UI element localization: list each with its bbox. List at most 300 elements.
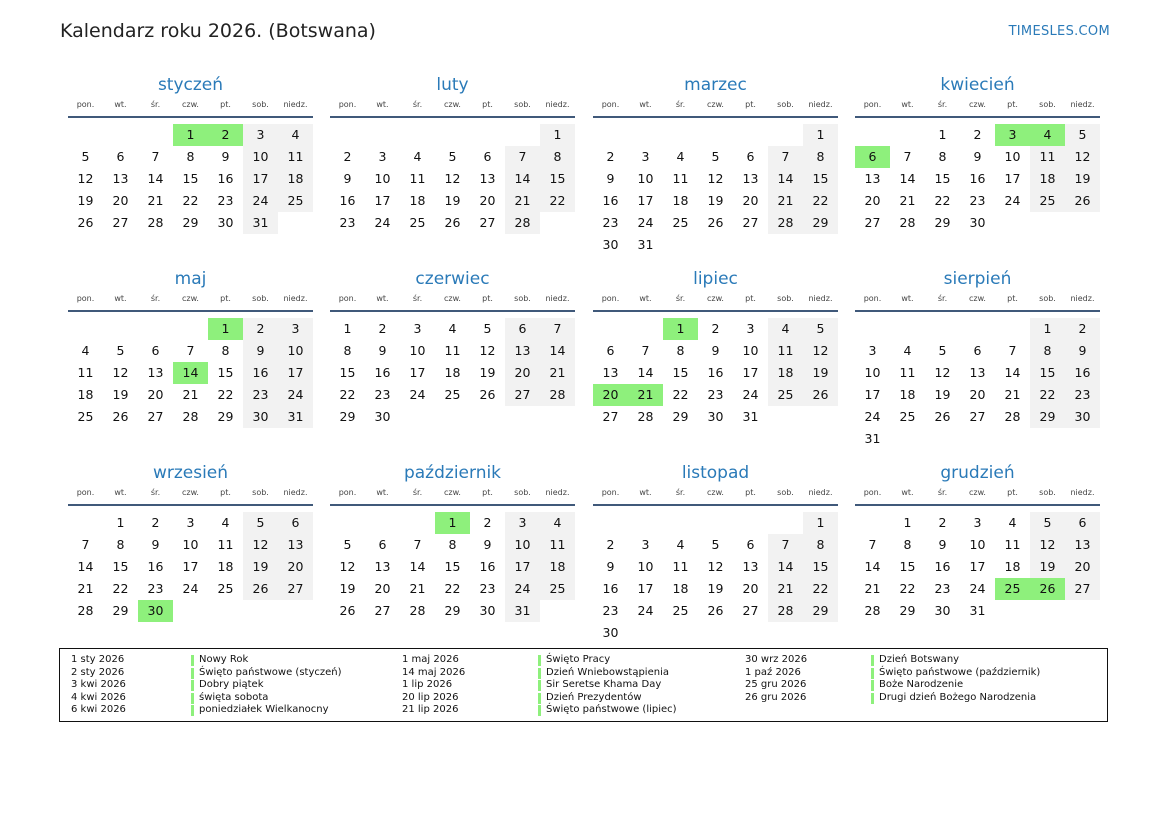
day-cell: 7 [186,343,195,358]
day-cell: 3 [641,537,650,552]
day-cell: 29 [112,603,129,618]
day-cell: 9 [378,343,387,358]
page-title: Kalendarz roku 2026. (Botswana) [60,20,376,42]
day-cell: 8 [938,149,947,164]
day-cell: 18 [672,193,689,208]
weekday-label: pon. [601,100,620,109]
weekday-label: śr. [675,100,686,109]
day-cell: 3 [641,149,650,164]
day-cell: 16 [934,559,951,574]
day-cell: 21 [505,190,540,212]
day-cell: 22 [444,581,461,596]
month-name: wrzesień [152,463,229,483]
day-cell: 25 [899,409,916,424]
legend-holiday-name: Nowy Rok [199,654,249,665]
day-cell: 9 [711,343,720,358]
day-cell: 13 [505,340,540,362]
day-cell: 21 [147,193,164,208]
day-cell: 18 [77,387,94,402]
day-cell: 25 [1030,190,1065,212]
weekday-label: wt. [901,294,914,303]
month-divider [68,310,313,312]
month-name: czerwiec [415,269,490,289]
day-cell: 29 [803,212,838,234]
day-cell: 11 [217,537,234,552]
day-cell: 7 [903,149,912,164]
weekday-label: czw. [707,488,724,497]
day-cell: 24 [637,215,654,230]
legend-color-marker [538,680,541,691]
day-cell: 2 [1065,318,1100,340]
weekday-label: wt. [376,100,389,109]
day-cell: 5 [81,149,90,164]
legend-holiday-name: Boże Narodzenie [879,679,964,690]
day-cell: 15 [217,365,234,380]
weekday-label: wt. [639,488,652,497]
day-cell: 15 [803,168,838,190]
weekday-label: pt. [745,100,756,109]
day-cell: 15 [934,171,951,186]
day-cell: 8 [676,343,685,358]
day-cell: 15 [339,365,356,380]
day-cell: 12 [934,365,951,380]
weekday-label: czw. [707,100,724,109]
day-cell: 30 [602,625,619,640]
month-divider [68,116,313,118]
day-cell: 12 [77,171,94,186]
weekday-label: śr. [150,100,161,109]
day-cell: 30 [934,603,951,618]
weekday-label: niedz. [545,488,570,497]
day-cell: 4 [903,343,912,358]
day-cell: 21 [864,581,881,596]
day-cell: 16 [602,193,619,208]
legend-color-marker [538,655,541,666]
day-cell: 27 [969,409,986,424]
day-cell: 30 [602,237,619,252]
day-cell: 29 [217,409,234,424]
weekday-label: wt. [114,488,127,497]
day-cell: 29 [803,600,838,622]
day-cell: 24 [409,387,426,402]
legend-date: 4 kwi 2026 [71,691,126,703]
day-cell: 9 [606,559,615,574]
weekday-label: pt. [220,488,231,497]
day-cell: 20 [278,556,313,578]
day-cell: 10 [864,365,881,380]
day-cell: 9 [221,149,230,164]
day-cell: 14 [864,559,881,574]
day-cell: 8 [903,537,912,552]
day-cell: 20 [1065,556,1100,578]
day-cell: 2 [973,127,982,142]
day-cell: 11 [768,340,803,362]
day-cell: 13 [1065,534,1100,556]
day-cell: 16 [707,365,724,380]
legend-holiday-name: Sir Seretse Khama Day [546,679,662,690]
month-name: kwiecień [940,75,1015,95]
day-cell: 1 [803,512,838,534]
day-cell: 14 [409,559,426,574]
weekday-label: czw. [182,488,199,497]
month-name: sierpień [943,269,1012,289]
day-cell: 2 [151,515,160,530]
weekday-label: czw. [182,100,199,109]
day-cell: 4 [221,515,230,530]
day-cell: 31 [243,212,278,234]
weekday-label: sob. [252,100,269,109]
day-cell: 5 [938,343,947,358]
day-cell: 24 [1004,193,1021,208]
day-cell: 19 [1030,556,1065,578]
day-cell: 8 [343,343,352,358]
weekday-label: śr. [412,100,423,109]
day-cell: 22 [182,193,199,208]
legend-date: 2 sty 2026 [71,666,125,678]
weekday-label: sob. [252,294,269,303]
day-cell: 26 [112,409,129,424]
day-cell: 1 [540,124,575,146]
day-cell: 19 [479,365,496,380]
month-name: grudzień [940,463,1015,483]
weekday-label: czw. [444,100,461,109]
day-cell: 10 [969,537,986,552]
day-cell: 7 [151,149,160,164]
weekday-label: niedz. [283,100,308,109]
weekday-label: pt. [1007,294,1018,303]
day-cell: 29 [672,409,689,424]
day-cell: 8 [803,534,838,556]
day-cell: 27 [742,215,759,230]
day-cell: 9 [606,171,615,186]
holiday-day-cell: 25 [995,578,1030,600]
day-cell: 29 [934,215,951,230]
day-cell: 17 [278,362,313,384]
weekday-label: pon. [863,100,882,109]
day-cell: 24 [742,387,759,402]
weekday-label: czw. [444,488,461,497]
day-cell: 9 [973,149,982,164]
weekday-label: niedz. [283,488,308,497]
day-cell: 11 [1030,146,1065,168]
weekday-label: pt. [745,294,756,303]
holiday-day-cell: 3 [995,124,1030,146]
day-cell: 24 [278,384,313,406]
weekday-label: wt. [376,294,389,303]
weekday-label: pon. [863,294,882,303]
day-cell: 9 [243,340,278,362]
day-cell: 4 [278,124,313,146]
day-cell: 1 [343,321,352,336]
day-cell: 24 [182,581,199,596]
weekday-label: wt. [114,100,127,109]
day-cell: 11 [77,365,94,380]
day-cell: 30 [707,409,724,424]
day-cell: 4 [413,149,422,164]
weekday-label: pon. [76,488,95,497]
weekday-label: czw. [969,488,986,497]
day-cell: 21 [899,193,916,208]
weekday-label: niedz. [1070,488,1095,497]
day-cell: 21 [768,578,803,600]
day-cell: 17 [243,168,278,190]
day-cell: 17 [1004,171,1021,186]
day-cell: 22 [803,190,838,212]
day-cell: 11 [409,171,426,186]
day-cell: 26 [479,387,496,402]
day-cell: 22 [672,387,689,402]
day-cell: 4 [540,512,575,534]
brand-link[interactable]: TIMESLES.COM [1008,24,1110,39]
day-cell: 24 [864,409,881,424]
day-cell: 18 [444,365,461,380]
day-cell: 9 [343,171,352,186]
weekday-label: pon. [76,294,95,303]
day-cell: 19 [444,193,461,208]
day-cell: 25 [768,384,803,406]
month-name: styczeń [157,75,224,95]
legend-holiday-name: Drugi dzień Bożego Narodzenia [879,691,1037,703]
month-name: marzec [684,75,747,95]
holiday-day-cell: 26 [1030,578,1065,600]
day-cell: 20 [374,581,391,596]
day-cell: 3 [278,318,313,340]
day-cell: 10 [243,146,278,168]
legend-date: 1 maj 2026 [402,654,459,665]
day-cell: 25 [409,215,426,230]
day-cell: 18 [1030,168,1065,190]
weekday-label: sob. [1039,100,1056,109]
day-cell: 26 [707,215,724,230]
weekday-label: wt. [114,294,127,303]
day-cell: 30 [243,406,278,428]
day-cell: 25 [77,409,94,424]
legend-date: 6 kwi 2026 [71,704,126,715]
legend-holiday-name: Dobry piątek [199,679,264,690]
weekday-label: wt. [639,294,652,303]
weekday-label: śr. [675,488,686,497]
weekday-label: sob. [514,488,531,497]
weekday-label: sob. [777,488,794,497]
day-cell: 6 [973,343,982,358]
day-cell: 30 [479,603,496,618]
day-cell: 5 [483,321,492,336]
day-cell: 31 [505,600,540,622]
day-cell: 3 [378,149,387,164]
day-cell: 16 [217,171,234,186]
day-cell: 12 [444,171,461,186]
day-cell: 15 [803,556,838,578]
day-cell: 25 [278,190,313,212]
day-cell: 28 [182,409,199,424]
day-cell: 26 [339,603,356,618]
day-cell: 13 [602,365,619,380]
weekday-label: sob. [1039,294,1056,303]
legend-color-marker [191,693,194,704]
legend-color-marker [191,705,194,716]
day-cell: 15 [540,168,575,190]
day-cell: 20 [742,193,759,208]
day-cell: 14 [540,340,575,362]
holiday-day-cell: 1 [173,124,208,146]
day-cell: 19 [707,193,724,208]
day-cell: 25 [444,387,461,402]
day-cell: 23 [707,387,724,402]
holiday-day-cell: 20 [593,384,628,406]
weekday-label: śr. [150,488,161,497]
day-cell: 4 [448,321,457,336]
day-cell: 6 [746,149,755,164]
month-name: luty [436,75,469,95]
day-cell: 29 [339,409,356,424]
weekday-label: pt. [482,488,493,497]
day-cell: 7 [768,146,803,168]
holiday-day-cell: 4 [1030,124,1065,146]
day-cell: 21 [1004,387,1021,402]
day-cell: 28 [1004,409,1021,424]
day-cell: 6 [151,343,160,358]
weekday-label: niedz. [545,294,570,303]
day-cell: 8 [221,343,230,358]
legend-color-marker [871,693,874,704]
day-cell: 8 [448,537,457,552]
day-cell: 19 [707,581,724,596]
day-cell: 18 [672,581,689,596]
day-cell: 3 [413,321,422,336]
month-name: listopad [681,463,750,483]
day-cell: 27 [147,409,164,424]
day-cell: 27 [374,603,391,618]
day-cell: 30 [217,215,234,230]
weekday-label: pt. [745,488,756,497]
month-name: październik [403,463,502,483]
day-cell: 2 [606,149,615,164]
legend-color-marker [538,705,541,716]
day-cell: 14 [147,171,164,186]
day-cell: 5 [243,512,278,534]
day-cell: 3 [186,515,195,530]
day-cell: 17 [374,193,391,208]
month-divider [855,504,1100,506]
legend-date: 21 lip 2026 [402,704,459,715]
day-cell: 17 [637,193,654,208]
holiday-day-cell: 1 [663,318,698,340]
day-cell: 29 [1030,406,1065,428]
day-cell: 20 [479,193,496,208]
day-cell: 11 [899,365,916,380]
holiday-day-cell: 21 [628,384,663,406]
day-cell: 13 [864,171,881,186]
weekday-label: pt. [1007,488,1018,497]
day-cell: 28 [77,603,94,618]
day-cell: 7 [1008,343,1017,358]
day-cell: 3 [973,515,982,530]
day-cell: 3 [746,321,755,336]
day-cell: 14 [77,559,94,574]
day-cell: 8 [803,146,838,168]
day-cell: 15 [182,171,199,186]
day-cell: 5 [803,318,838,340]
day-cell: 11 [672,559,689,574]
weekday-label: czw. [969,100,986,109]
weekday-label: pon. [338,294,357,303]
day-cell: 3 [243,124,278,146]
day-cell: 15 [444,559,461,574]
day-cell: 29 [899,603,916,618]
day-cell: 13 [969,365,986,380]
day-cell: 16 [479,559,496,574]
weekday-label: śr. [937,100,948,109]
day-cell: 19 [77,193,94,208]
day-cell: 28 [899,215,916,230]
day-cell: 1 [803,124,838,146]
day-cell: 26 [803,384,838,406]
day-cell: 14 [899,171,916,186]
legend-date: 1 lip 2026 [402,679,453,690]
legend-date: 1 sty 2026 [71,654,125,665]
month-divider [330,116,575,118]
day-cell: 12 [339,559,356,574]
day-cell: 28 [768,600,803,622]
day-cell: 29 [182,215,199,230]
day-cell: 24 [243,190,278,212]
weekday-label: pon. [338,488,357,497]
legend-color-marker [191,680,194,691]
day-cell: 6 [116,149,125,164]
day-cell: 21 [77,581,94,596]
weekday-label: niedz. [808,100,833,109]
day-cell: 17 [969,559,986,574]
month-name: lipiec [693,269,738,289]
day-cell: 19 [803,362,838,384]
holiday-day-cell: 6 [855,146,890,168]
legend-holiday-name: Święto państwowe (październik) [879,666,1041,678]
month-divider [330,310,575,312]
weekday-label: śr. [150,294,161,303]
day-cell: 22 [112,581,129,596]
day-cell: 18 [409,193,426,208]
day-cell: 15 [899,559,916,574]
day-cell: 23 [969,193,986,208]
month-divider [593,310,838,312]
day-cell: 19 [243,556,278,578]
day-cell: 28 [147,215,164,230]
day-cell: 26 [77,215,94,230]
day-cell: 20 [147,387,164,402]
day-cell: 7 [540,318,575,340]
day-cell: 12 [479,343,496,358]
day-cell: 5 [1065,124,1100,146]
day-cell: 22 [540,190,575,212]
day-cell: 6 [606,343,615,358]
day-cell: 28 [540,384,575,406]
day-cell: 20 [864,193,881,208]
day-cell: 27 [505,384,540,406]
legend-color-marker [871,668,874,679]
day-cell: 14 [768,556,803,578]
weekday-label: śr. [412,488,423,497]
weekday-label: czw. [182,294,199,303]
holiday-day-cell: 2 [208,124,243,146]
day-cell: 22 [217,387,234,402]
day-cell: 8 [540,146,575,168]
day-cell: 26 [1065,190,1100,212]
day-cell: 28 [637,409,654,424]
day-cell: 15 [1030,362,1065,384]
day-cell: 21 [409,581,426,596]
legend-date: 25 gru 2026 [745,679,807,690]
holiday-day-cell: 14 [173,362,208,384]
